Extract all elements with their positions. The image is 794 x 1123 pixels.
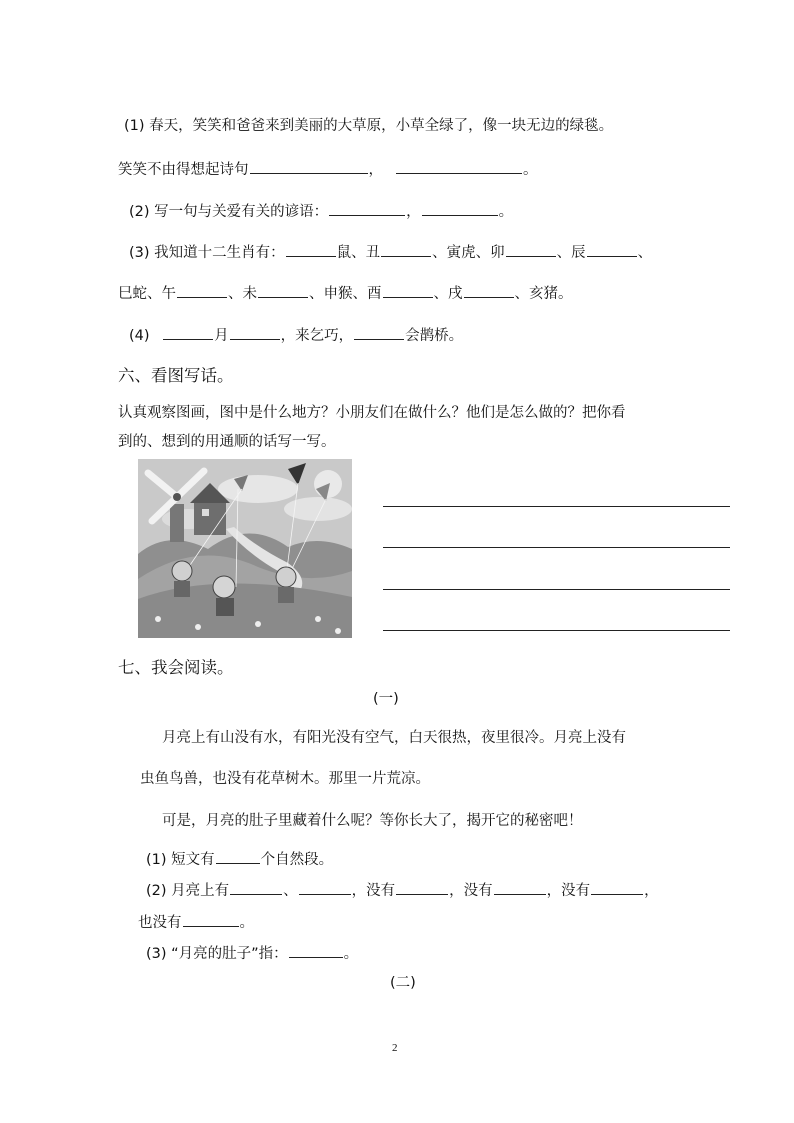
q7-sub2-text: ，没有 <box>546 883 591 899</box>
writing-line[interactable] <box>383 506 730 507</box>
answer-blank[interactable] <box>464 282 514 298</box>
answer-blank[interactable] <box>230 879 282 895</box>
answer-blank[interactable] <box>216 848 260 864</box>
q7-sub1-prompt: (1) 短文有 <box>146 852 215 868</box>
separator: ， <box>644 883 659 899</box>
writing-line[interactable] <box>383 589 730 590</box>
q5-item2 <box>129 200 513 222</box>
zodiac-text: 、寅虎、卯 <box>432 245 505 261</box>
answer-blank[interactable] <box>396 879 448 895</box>
zodiac-text: 、申猴、酉 <box>309 286 382 302</box>
q7-title: 七、我会阅读。 <box>118 658 234 677</box>
zodiac-text: 巳蛇、午 <box>118 286 176 302</box>
answer-blank[interactable] <box>354 324 404 340</box>
q5-item4 <box>129 324 463 346</box>
q7-sub3-prompt: (3) “月亮的肚子”指： <box>146 946 288 962</box>
zodiac-text: 、亥猪。 <box>514 286 573 302</box>
answer-blank[interactable] <box>177 282 227 298</box>
zodiac-text: 、未 <box>228 286 257 302</box>
q5-item1-line1: (1) 春天，笑笑和爸爸来到美丽的大草原，小草全绿了，像一块无边的绿毯。 <box>124 118 614 134</box>
q7-sub1-suffix: 个自然段。 <box>260 852 334 868</box>
writing-line[interactable] <box>383 547 730 548</box>
passage-2-label: (二) <box>390 975 416 991</box>
kite-flying-picture <box>138 459 352 638</box>
separator: ， <box>368 162 383 178</box>
q5-item3-line2 <box>118 282 573 304</box>
zodiac-text: 、 <box>637 245 653 261</box>
q6-instruction-line2: 到的、想到的用通顺的话写一写。 <box>118 434 336 450</box>
q7-sub1 <box>146 848 333 870</box>
q6-title: 六、看图写话。 <box>118 366 234 385</box>
separator: ， <box>406 204 421 220</box>
q5-item1-prompt: 笑笑不由得想起诗句 <box>118 162 249 178</box>
period: 。 <box>239 915 254 931</box>
passage-1-para1-line2: 虫鱼鸟兽，也没有花草树木。那里一片荒凉。 <box>140 771 430 787</box>
answer-blank[interactable] <box>506 241 556 257</box>
verse-text: 月 <box>214 328 229 344</box>
q7-sub3 <box>146 942 358 964</box>
q7-sub2-line2 <box>138 911 254 933</box>
passage-1-para1-line1: 月亮上有山没有水，有阳光没有空气，白天很热，夜里很冷。月亮上没有 <box>162 730 626 746</box>
answer-blank[interactable] <box>299 879 351 895</box>
writing-line[interactable] <box>383 630 730 631</box>
answer-blank[interactable] <box>258 282 308 298</box>
passage-1-label: (一) <box>373 691 399 707</box>
period: 。 <box>498 204 514 220</box>
q5-item3-line1 <box>129 241 652 263</box>
verse-text: 会鹊桥。 <box>405 328 464 344</box>
zodiac-text: 、辰 <box>556 245 586 261</box>
answer-blank[interactable] <box>396 158 522 174</box>
q7-sub2-line1 <box>146 879 659 901</box>
kite-scene-illustration <box>138 459 352 638</box>
answer-blank[interactable] <box>381 241 431 257</box>
separator: 、 <box>283 883 298 899</box>
answer-blank[interactable] <box>286 241 336 257</box>
period: 。 <box>343 946 359 962</box>
q7-sub2-prompt: (2) 月亮上有 <box>146 883 230 899</box>
answer-blank[interactable] <box>591 879 643 895</box>
zodiac-text: 、戌 <box>433 286 463 302</box>
answer-blank[interactable] <box>230 324 280 340</box>
verse-text: ，来乞巧， <box>280 328 354 344</box>
answer-blank[interactable] <box>329 200 405 216</box>
answer-blank[interactable] <box>163 324 213 340</box>
q7-sub2-text: 也没有 <box>138 915 182 931</box>
page-number: 2 <box>392 1042 398 1054</box>
period: 。 <box>523 162 538 178</box>
passage-1-para2: 可是，月亮的肚子里藏着什么呢？等你长大了，揭开它的秘密吧！ <box>162 813 583 829</box>
q5-item3-prompt: (3) 我知道十二生肖有： <box>129 245 285 261</box>
q6-instruction-line1: 认真观察图画，图中是什么地方？小朋友们在做什么？他们是怎么做的？把你看 <box>118 405 626 421</box>
answer-blank[interactable] <box>383 282 433 298</box>
q5-item2-prompt: (2) 写一句与关爱有关的谚语： <box>129 204 329 220</box>
zodiac-text: 鼠、丑 <box>336 245 381 261</box>
q5-item4-number: (4) <box>129 328 155 344</box>
answer-blank[interactable] <box>183 911 239 927</box>
answer-blank[interactable] <box>250 158 368 174</box>
answer-blank[interactable] <box>587 241 637 257</box>
answer-blank[interactable] <box>289 942 343 958</box>
answer-blank[interactable] <box>422 200 498 216</box>
answer-blank[interactable] <box>494 879 546 895</box>
q5-item1-line2 <box>118 158 538 180</box>
q7-sub2-text: ，没有 <box>351 883 396 899</box>
q7-sub2-text: ，没有 <box>449 883 493 899</box>
